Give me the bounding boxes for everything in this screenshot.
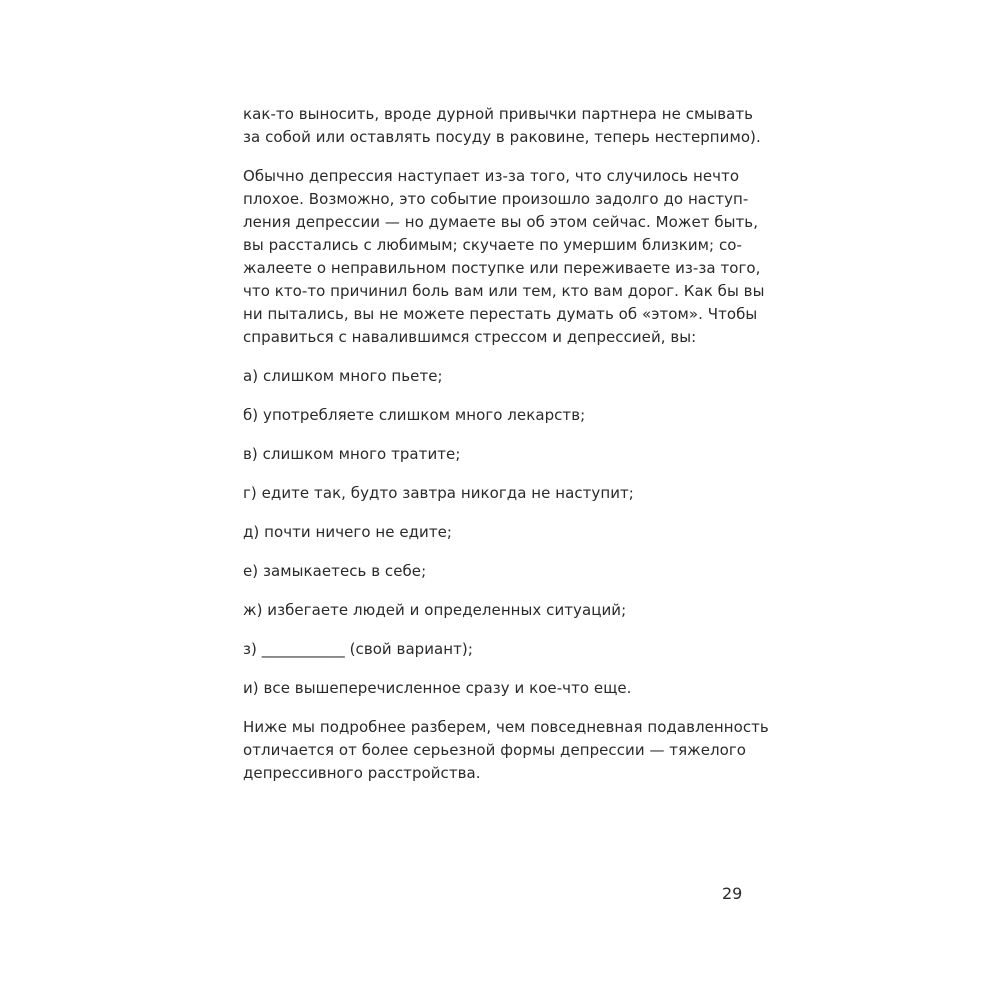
paragraph-1 (243, 103, 763, 149)
paragraph-gap (243, 700, 763, 716)
page-number: 29 (722, 884, 743, 903)
list-gap (243, 661, 763, 677)
text-line: Ниже мы подробнее разберем, чем повседневная подавленность (243, 718, 769, 736)
list-item: г) едите так, будто завтра никогда не наступит; (243, 484, 634, 502)
paragraph-gap (243, 349, 763, 365)
list-gap (243, 466, 763, 482)
list-item: а) слишком много пьете; (243, 367, 443, 385)
list-gap (243, 544, 763, 560)
text-line: справиться с навалившимся стрессом и депрессией, вы: (243, 328, 697, 346)
list-gap (243, 388, 763, 404)
list-item: е) замыкаетесь в себе; (243, 562, 427, 580)
text-line: за собой или оставлять посуду в раковине, теперь нестерпимо). (243, 128, 761, 146)
list-gap (243, 583, 763, 599)
text-line: как-то выносить, вроде дурной привычки партнера не смывать (243, 105, 754, 123)
text-line: плохое. Возможно, это событие произошло задолго до наступ- (243, 190, 749, 208)
text-line: Обычно депрессия наступает из-за того, что случилось нечто (243, 167, 740, 185)
text-line: что кто-то причинил боль вам или тем, кто вам дорог. Как бы вы (243, 282, 765, 300)
list-item: б) употребляете слишком много лекарств; (243, 406, 586, 424)
options-list (243, 365, 763, 700)
list-gap (243, 427, 763, 443)
list-item: в) слишком много тратите; (243, 445, 461, 463)
list-gap (243, 622, 763, 638)
list-item: и) все вышеперечисленное сразу и кое-что еще. (243, 679, 632, 697)
body-text (243, 103, 769, 785)
text-line: отличается от более серьезной формы депрессии — тяжелого (243, 741, 747, 759)
list-gap (243, 505, 763, 521)
list-item: з) ___________ (свой вариант); (243, 640, 473, 658)
text-line: депрессивного расстройства. (243, 764, 481, 782)
text-line: вы расстались с любимым; скучаете по умершим близким; со- (243, 236, 742, 254)
list-item: ж) избегаете людей и определенных ситуаций; (243, 601, 627, 619)
paragraph-2 (243, 165, 763, 349)
paragraph-gap (243, 149, 763, 165)
text-line: жалеете о неправильном поступке или переживаете из-за того, (243, 259, 761, 277)
text-line: ни пытались, вы не можете перестать думать об «этом». Чтобы (243, 305, 758, 323)
paragraph-3 (243, 716, 769, 785)
text-line: ления депрессии — но думаете вы об этом сейчас. Может быть, (243, 213, 759, 231)
list-item: д) почти ничего не едите; (243, 523, 452, 541)
